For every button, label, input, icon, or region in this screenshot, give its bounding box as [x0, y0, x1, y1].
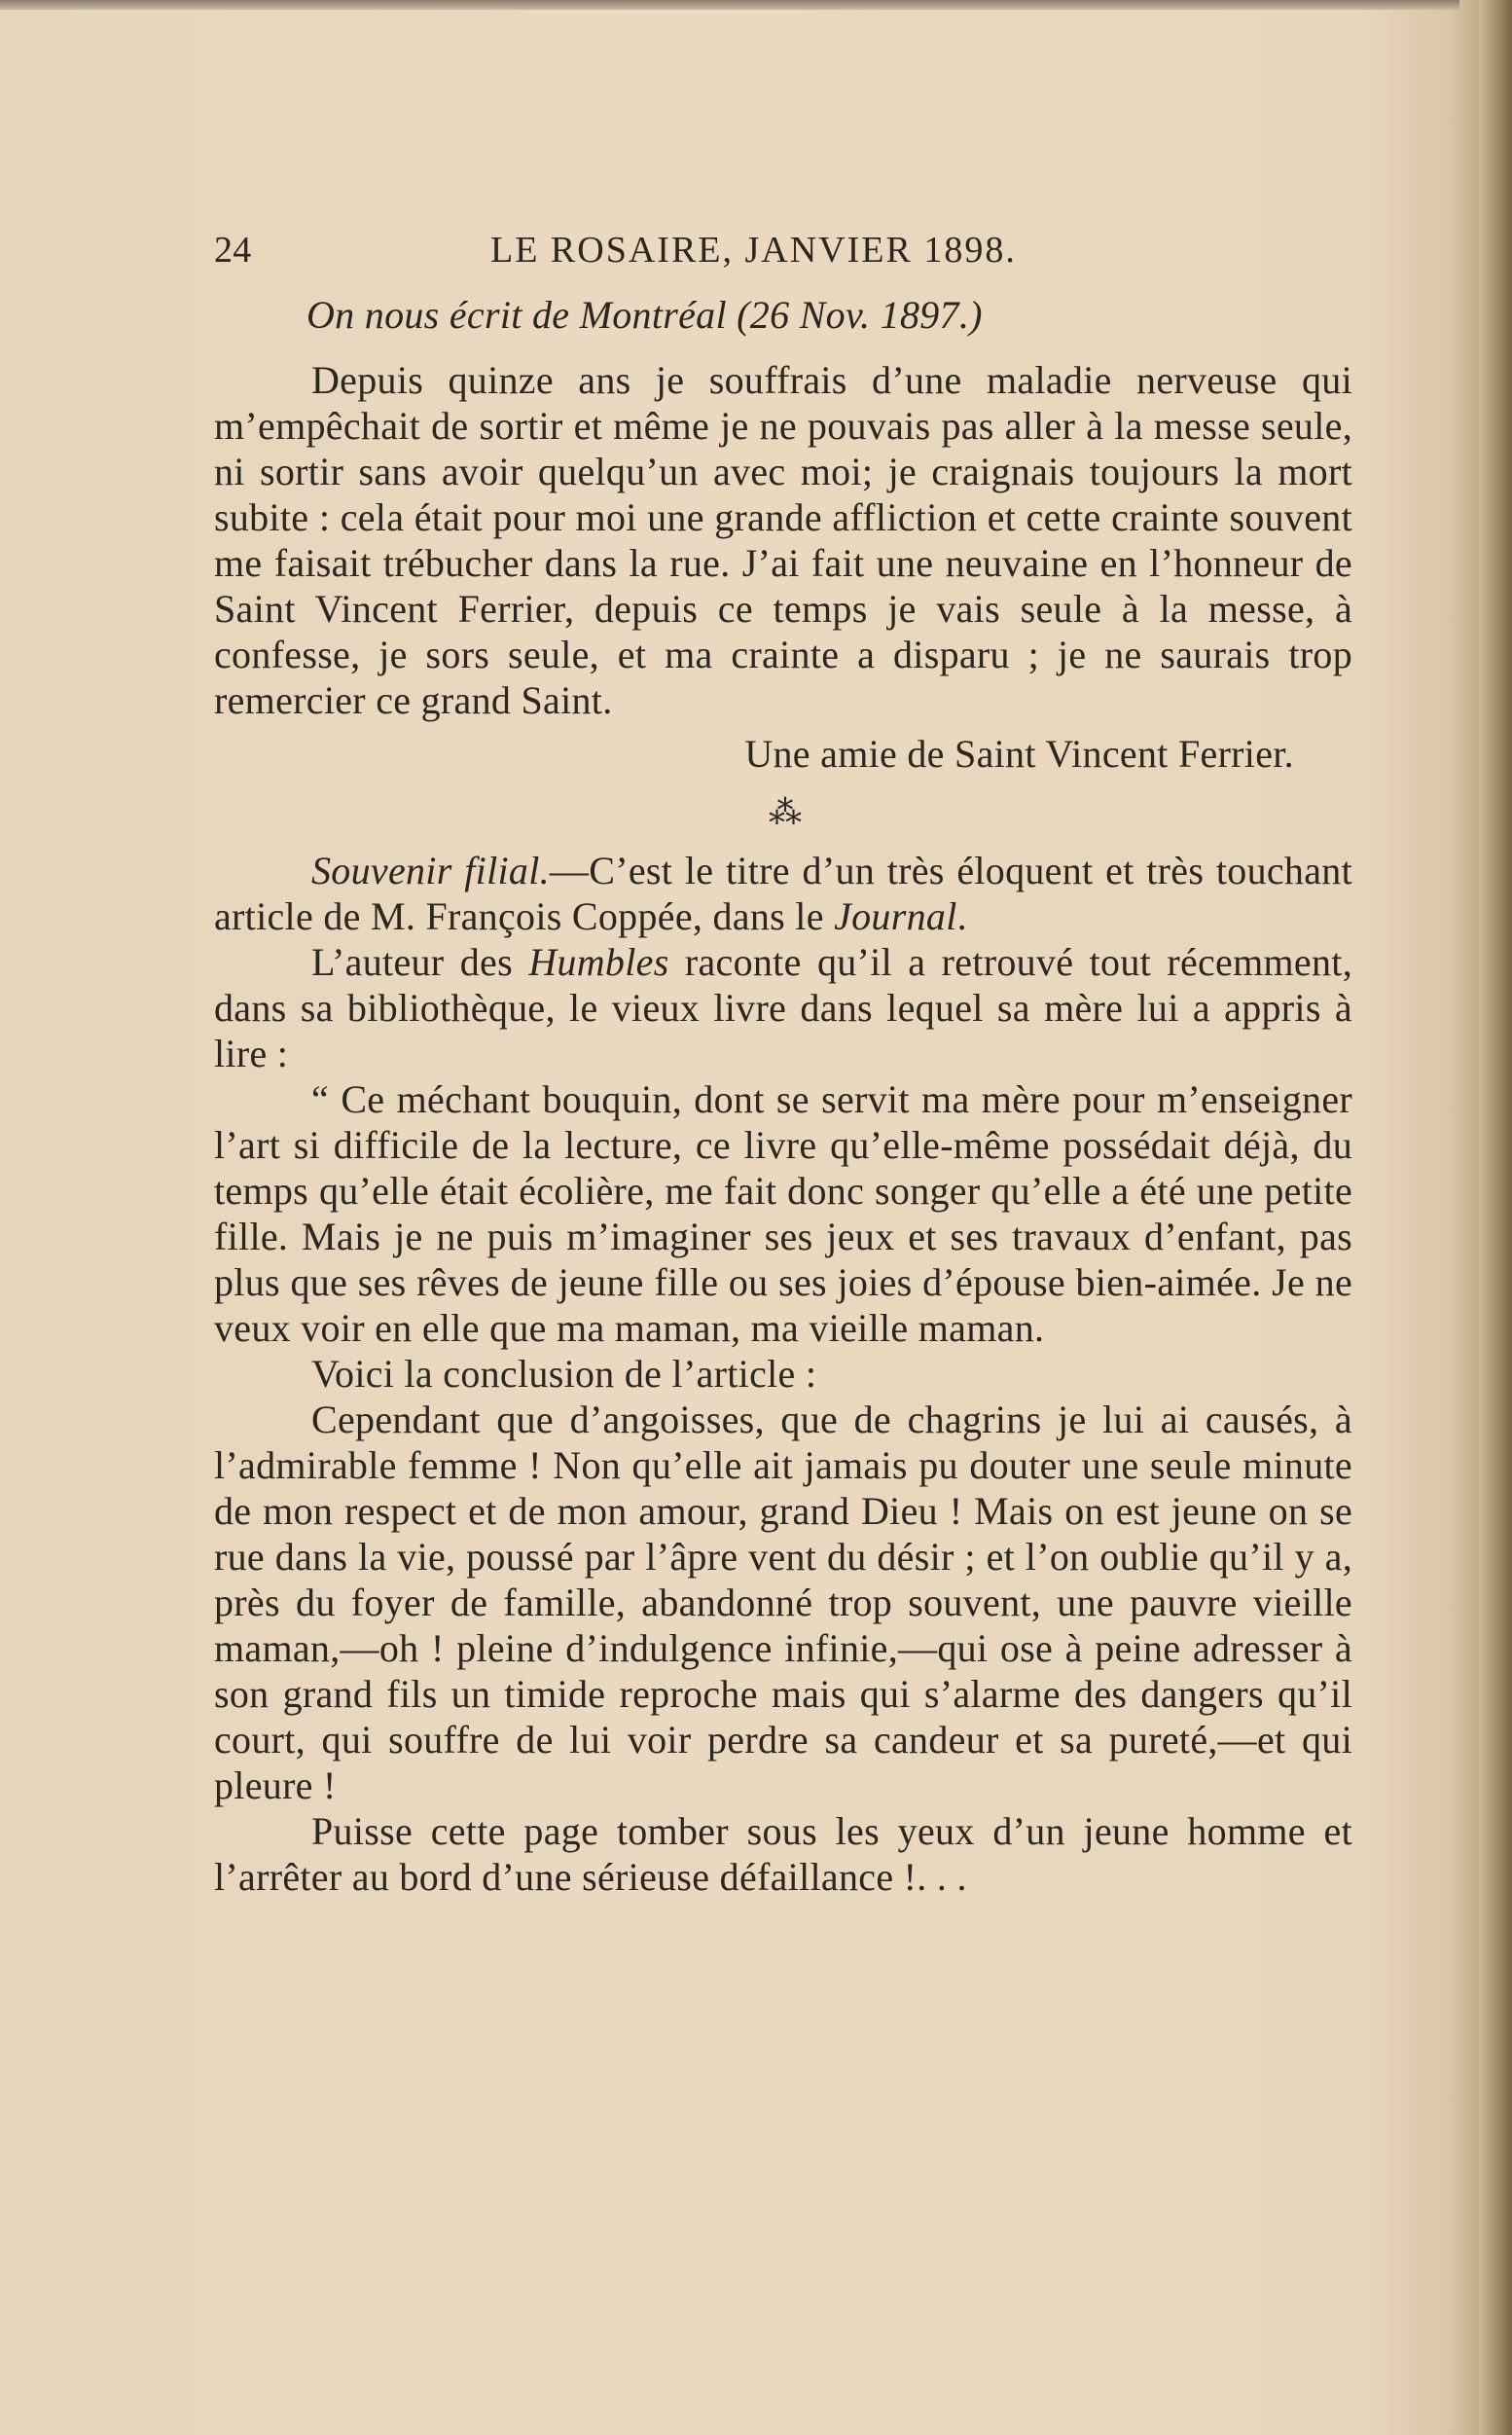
letter-signature: Une amie de Saint Vincent Ferrier. [744, 732, 1294, 776]
article-title: Souvenir filial. [311, 849, 550, 892]
page-number: 24 [214, 230, 252, 271]
conclusion-intro: Voici la conclusion de l’article : [311, 1352, 817, 1396]
letter-body: Depuis quinze ans je souffrais d’une maladie nerveuse qui m’empêchait de sortir et même je ne pouvais pas aller à la messe seule, ni sortir sans avoir quelqu’un avec moi; je craignais toujours la mort subite : cela était pour moi une grande affliction et cette crainte souvent me faisait trébucher dans la rue. J’ai fait une neuvaine en l’honneur de Saint Vincent Ferrier, depuis ce temps je vais seule à la messe, à confesse, je sors seule, et ma crainte a disparu ; je ne saurais trop remercier ce grand Saint. [214, 358, 1352, 722]
journal-name: Journal [834, 894, 957, 938]
paragraph-rest: raconte qu’il a retrouvé tout récemment, dans sa bibliothèque, le vieux livre dans lequel sa mère lui a appris à lire : [214, 940, 1352, 1075]
page-edge [1479, 0, 1512, 2435]
article-paragraph [214, 939, 1352, 1076]
paragraph-start: L’auteur des [311, 940, 529, 984]
running-header [214, 224, 1352, 274]
page-content [214, 224, 1352, 1900]
conclusion-text: Cependant que d’angoisses, que de chagrins je lui ai causés, à l’admirable femme ! Non qu’elle ait jamais pu douter une seule minute de mon respect et de mon amour, grand Dieu ! Mais on est jeune on se rue dans la vie, poussé par l’âpre vent du désir ; et l’on oublie qu’il y a, près du foyer de famille, abandonné trop souvent, une pauvre vieille maman,—oh ! pleine d’indulgence infinie,—qui ose à peine adresser à son grand fils un timide reproche mais qui s’alarme des dangers qu’il court, qui souffre de lui voir perdre sa candeur et sa pureté,—et qui pleure ! [214, 1398, 1352, 1807]
article-intro [214, 848, 1352, 939]
letter-byline: On nous écrit de Montréal (26 Nov. 1897.) [306, 293, 983, 337]
top-rule [0, 0, 1459, 10]
article-intro-end: . [956, 894, 967, 938]
running-title: LE ROSAIRE, JANVIER 1898. [490, 230, 1017, 271]
book-title: Humbles [528, 940, 669, 984]
article-intro-text: —C’est le titre d’un très éloquent et très touchant article de M. François Coppée, dans le [214, 849, 1352, 938]
section-separator: ⁂ [769, 795, 798, 831]
closing-text: Puisse cette page tomber sous les yeux d’un jeune homme et l’arrêter au bord d’une sérieuse défaillance !. . . [214, 1809, 1352, 1899]
article-quote: “ Ce méchant bouquin, dont se servit ma mère pour m’enseigner l’art si difficile de la lecture, ce livre qu’elle-même possédait déjà, du temps qu’elle était écolière, me fait donc songer qu’elle a été une petite fille. Mais je ne puis m’imaginer ses jeux et ses travaux d’enfant, pas plus que ses rêves de jeune fille ou ses joies d’épouse bien-aimée. Je ne veux voir en elle que ma maman, ma vieille maman. [214, 1077, 1352, 1350]
